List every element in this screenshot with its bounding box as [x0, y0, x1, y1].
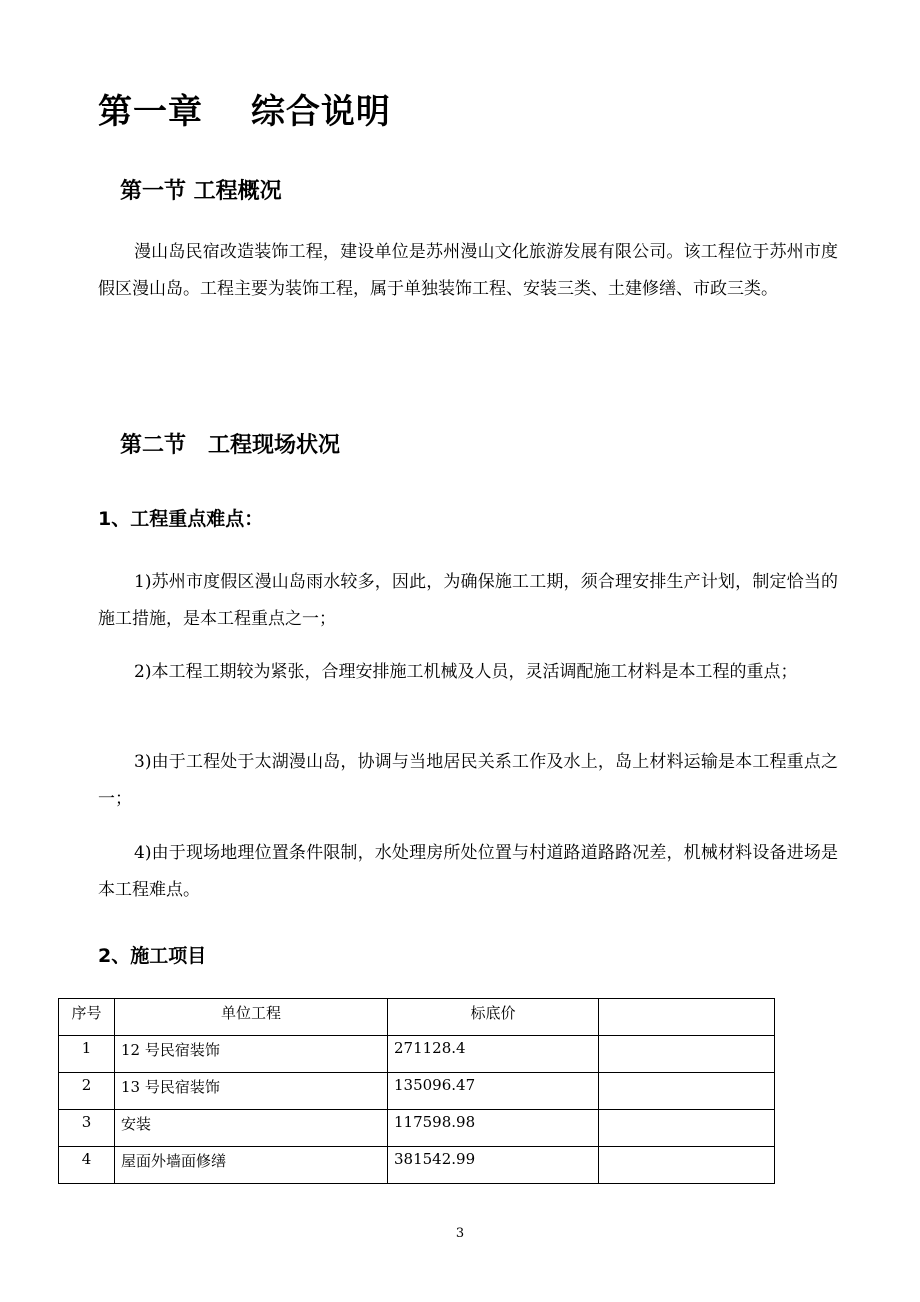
construction-items-table: [58, 998, 775, 1184]
table-header-row: [59, 999, 775, 1036]
cell-extra: [599, 1073, 775, 1110]
chapter-title: 第一章 综合说明: [98, 92, 391, 132]
cell-unit: 12 号民宿装饰: [115, 1036, 388, 1073]
subheading-construction-items: 2、施工项目: [98, 945, 207, 967]
cell-no: 4: [59, 1147, 115, 1184]
section-title-site-status: 第二节 工程现场状况: [120, 433, 341, 458]
header-cell-unit: 单位工程: [115, 999, 388, 1036]
cell-no: 2: [59, 1073, 115, 1110]
cell-unit: 屋面外墙面修缮: [115, 1147, 388, 1184]
table-row: [59, 1073, 775, 1110]
cell-unit: 13 号民宿装饰: [115, 1073, 388, 1110]
cell-no: 1: [59, 1036, 115, 1073]
cell-unit: 安装: [115, 1110, 388, 1147]
table-row: [59, 1110, 775, 1147]
difficulty-item-1: 1)苏州市度假区漫山岛雨水较多，因此，为确保施工工期，须合理安排生产计划，制定恰当的施工措施，是本工程重点之一；: [98, 572, 838, 629]
cell-price: 381542.99: [388, 1147, 599, 1184]
subheading-key-difficulties: 1、工程重点难点：: [98, 508, 264, 530]
section-title-overview: 第一节 工程概况: [120, 179, 282, 204]
difficulty-item-4: 4)由于现场地理位置条件限制，水处理房所处位置与村道路道路路况差，机械材料设备进场是本工程难点。: [98, 843, 838, 900]
table-row: [59, 1036, 775, 1073]
cell-extra: [599, 1036, 775, 1073]
difficulty-item-2: 2)本工程工期较为紧张，合理安排施工机械及人员，灵活调配施工材料是本工程的重点；: [134, 662, 798, 682]
page-number: 3: [455, 1226, 465, 1241]
difficulty-item-3: 3)由于工程处于太湖漫山岛，协调与当地居民关系工作及水上，岛上材料运输是本工程重点之一；: [98, 752, 838, 809]
header-cell-extra: [599, 999, 775, 1036]
cell-price: 135096.47: [388, 1073, 599, 1110]
cell-price: 117598.98: [388, 1110, 599, 1147]
cell-extra: [599, 1110, 775, 1147]
cell-extra: [599, 1147, 775, 1184]
header-cell-price: 标底价: [388, 999, 599, 1036]
header-cell-no: 序号: [59, 999, 115, 1036]
cell-no: 3: [59, 1110, 115, 1147]
cell-price: 271128.4: [388, 1036, 599, 1073]
overview-paragraph: 漫山岛民宿改造装饰工程，建设单位是苏州漫山文化旅游发展有限公司。该工程位于苏州市度假区漫山岛。工程主要为装饰工程，属于单独装饰工程、安装三类、土建修缮、市政三类。: [98, 242, 838, 299]
table-row: [59, 1147, 775, 1184]
